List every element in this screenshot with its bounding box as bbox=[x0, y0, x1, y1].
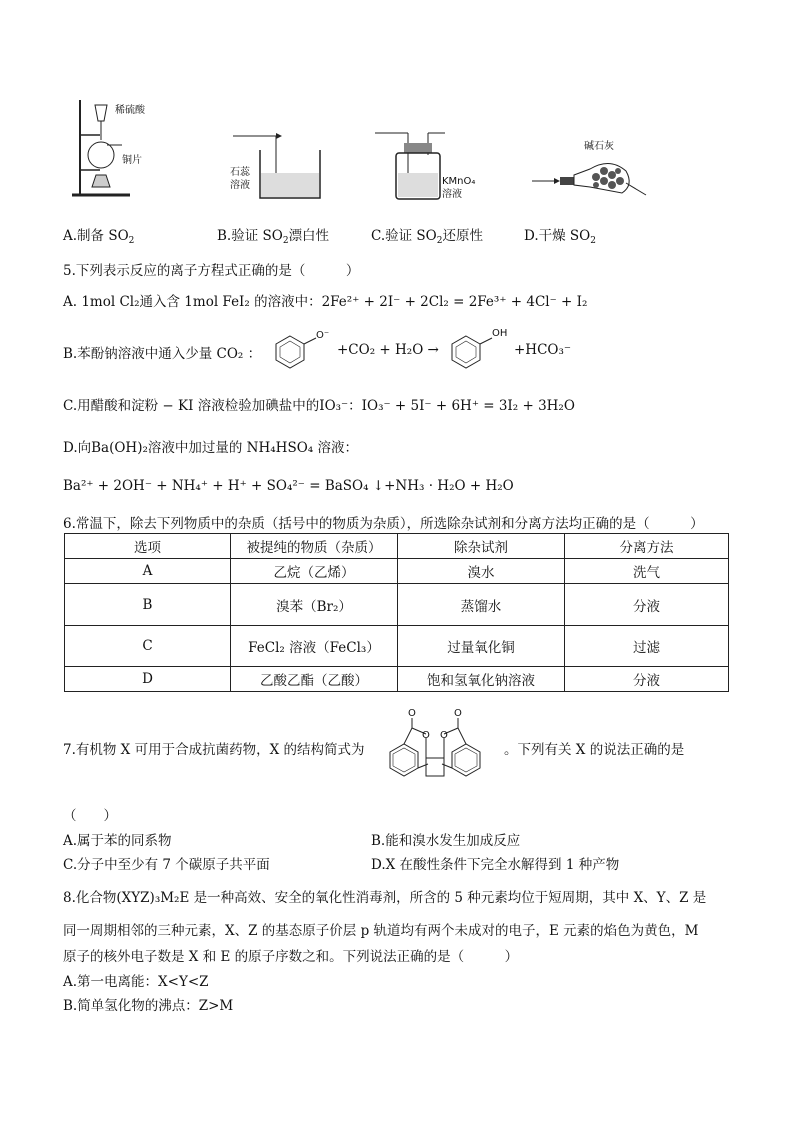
apparatus-d bbox=[530, 135, 650, 205]
table-cell: A bbox=[65, 559, 231, 584]
q8-option-b: B.简单氢化物的沸点：Z>M bbox=[63, 998, 234, 1014]
reagent-label: 稀硫酸 bbox=[115, 105, 145, 116]
table-header-row bbox=[65, 534, 729, 559]
caption-b: B.验证 $SO_2$漂白性 bbox=[217, 228, 330, 246]
table-row bbox=[65, 626, 729, 667]
table-cell: 分液 bbox=[565, 584, 729, 626]
q5-stem: 5.下列表示反应的离子方程式正确的是（ ） bbox=[63, 263, 360, 279]
phenol-oh-label: OH bbox=[492, 328, 508, 339]
q6-stem: 6.常温下，除去下列物质中的杂质（括号中的物质为杂质），所选除杂试剂和分离方法均正确的是（ ） bbox=[63, 516, 704, 532]
phenol-structure bbox=[448, 328, 514, 372]
table-cell: 洗气 bbox=[565, 559, 729, 584]
q5-b-tail: +HCO₃⁻ bbox=[514, 342, 572, 358]
carbonyl-o-left: O bbox=[408, 708, 416, 719]
q8-option-a: A.第一电离能：X<Y<Z bbox=[63, 974, 209, 990]
table-cell: 过滤 bbox=[565, 626, 729, 667]
table-cell: FeCl₂ 溶液（FeCl₃） bbox=[231, 626, 398, 667]
q8-line-2: 同一周期相邻的三种元素，X、Z 的基态原子价层 p 轨道均有两个未成对的电子，E 元素的焰色为黄色，M bbox=[63, 923, 699, 939]
q5-option-a: A. 1mol Cl₂通入含 1mol FeI₂ 的溶液中：2Fe²⁺ + 2I⁻ + 2Cl₂ = 2Fe³⁺ + 4Cl⁻ + I₂ bbox=[63, 294, 588, 310]
q5-b-mid: +CO₂ + H₂O → bbox=[337, 342, 439, 358]
ring-o-left: O bbox=[422, 730, 430, 741]
q6-table bbox=[64, 533, 729, 692]
q5-option-c: C.用醋酸和淀粉 − KI 溶液检验加碘盐中的IO₃⁻：IO₃⁻ + 5I⁻ + 6H⁺ = 3I₂ + 3H₂O bbox=[63, 398, 575, 414]
caption-d: D.干燥 $SO_2$ bbox=[524, 228, 596, 246]
table-cell: 溴苯（Br₂） bbox=[231, 584, 398, 626]
table-header: 除杂试剂 bbox=[398, 534, 565, 559]
q7-stem-a: 7.有机物 X 可用于合成抗菌药物，X 的结构简式为 bbox=[63, 742, 365, 758]
apparatus-b bbox=[228, 128, 338, 208]
table-cell: 蒸馏水 bbox=[398, 584, 565, 626]
q7-blank: （ ） bbox=[63, 808, 117, 824]
table-cell: B bbox=[65, 584, 231, 626]
q5-option-b bbox=[63, 342, 261, 362]
table-cell: D bbox=[65, 667, 231, 692]
q7-option-d: D.X 在酸性条件下完全水解得到 1 种产物 bbox=[371, 857, 620, 873]
q5-b-prefix: B.苯酚钠溶液中通入少量 CO₂ ： bbox=[63, 346, 262, 362]
table-header: 选项 bbox=[65, 534, 231, 559]
metal-label: 铜片 bbox=[122, 155, 142, 166]
apparatus-a bbox=[70, 95, 180, 205]
table-header: 被提纯的物质（杂质） bbox=[231, 534, 398, 559]
table-cell: 饱和氢氧化钠溶液 bbox=[398, 667, 565, 692]
kmno4-label: KMnO₄ 溶液 bbox=[442, 176, 476, 200]
q5-option-d-equation: Ba²⁺ + 2OH⁻ + NH₄⁺ + H⁺ + SO₄²⁻ = BaSO₄ ↓+NH₃ · H₂O + H₂O bbox=[63, 478, 514, 494]
phenoxide-o-label: O⁻ bbox=[316, 330, 330, 341]
table-row bbox=[65, 584, 729, 626]
carbonyl-o-right: O bbox=[454, 708, 462, 719]
caption-a: A.制备 $SO_2$ bbox=[63, 228, 135, 246]
spiro-lactone-structure-icon bbox=[370, 708, 500, 790]
q5-option-d: D.向Ba(OH)₂溶液中加过量的 NH₄HSO₄ 溶液： bbox=[63, 440, 358, 456]
table-cell: 溴水 bbox=[398, 559, 565, 584]
table-row bbox=[65, 667, 729, 692]
caption-c: C.验证 $SO_2$还原性 bbox=[371, 228, 483, 246]
litmus-label: 石蕊 溶液 bbox=[230, 167, 250, 191]
q7-stem-b: 。下列有关 X 的说法正确的是 bbox=[504, 742, 685, 758]
table-row bbox=[65, 559, 729, 584]
table-cell: 分液 bbox=[565, 667, 729, 692]
table-cell: 乙酸乙酯（乙酸） bbox=[231, 667, 398, 692]
table-header: 分离方法 bbox=[565, 534, 729, 559]
table-cell: 乙烷（乙烯） bbox=[231, 559, 398, 584]
q7-option-c: C.分子中至少有 7 个碳原子共平面 bbox=[63, 857, 270, 873]
apparatus-c bbox=[370, 125, 480, 205]
q8-line-3: 原子的核外电子数是 X 和 E 的原子序数之和。下列说法正确的是（ ） bbox=[63, 949, 519, 965]
soda-lime-label: 碱石灰 bbox=[584, 141, 614, 152]
table-cell: C bbox=[65, 626, 231, 667]
q7-option-a: A.属于苯的同系物 bbox=[63, 833, 172, 849]
ring-o-right: O bbox=[440, 730, 448, 741]
q7-option-b: B.能和溴水发生加成反应 bbox=[371, 833, 521, 849]
q7-structure bbox=[370, 708, 500, 790]
phenoxide-structure bbox=[272, 332, 332, 372]
q8-line-1: 8.化合物(XYZ)₃M₂E 是一种高效、安全的氧化性消毒剂，所含的 5 种元素均位于短周期，其中 X、Y、Z 是 bbox=[63, 890, 707, 906]
table-cell: 过量氧化铜 bbox=[398, 626, 565, 667]
